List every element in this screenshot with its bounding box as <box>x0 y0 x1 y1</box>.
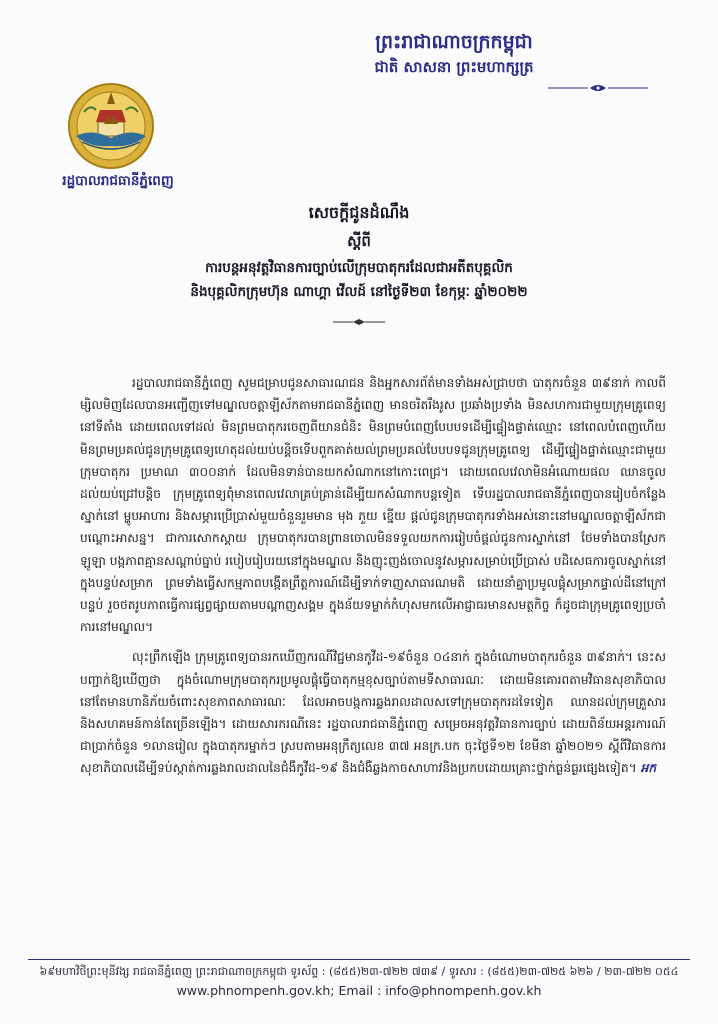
header-ornament-icon <box>528 83 668 93</box>
handwritten-initials: អក <box>640 761 657 776</box>
phnom-penh-seal-icon <box>62 82 160 170</box>
title-divider-icon <box>331 318 387 326</box>
kingdom-name: ព្រះរាជាណាចក្រកម្ពុជា <box>375 31 533 53</box>
notice-subject-line-1: ការបន្តអនុវត្តវិធានការច្បាប់លើក្រុមបាតុករដែលជាអតីតបុគ្គលិក <box>205 260 513 276</box>
body-paragraph-2 <box>80 646 666 779</box>
notice-subject-label: ស្តីពី <box>347 232 371 250</box>
notice-body <box>80 372 666 788</box>
notice-subject-line-2: និងបុគ្គលិកក្រុមហ៊ុន ណាហ្គា វើលដ៍ នៅថ្ងៃទី២៣ ខែកុម្ភៈ ឆ្នាំ២០២២ <box>190 284 528 300</box>
footer-divider <box>28 959 690 960</box>
notice-heading: សេចក្តីជូនដំណឹង <box>308 203 410 222</box>
body-paragraph-2-text: លុះព្រឹកឡើង ក្រុមគ្រូពេទ្យបានរកឃើញករណីវិជ្ជមានកូវីដ-១៩ចំនួន ០៤នាក់ ក្នុងចំណោមបាតុករចំនួន ៣៩នាក់។ នេះសបញ្ជាក់ឱ្យឃើញថា ក្នុងចំណោមក្រុមបាតុករប្រមូលផ្តុំធ្វើបាតុកម្មខុសច្បាប់តាមទីសាធារណៈ ដោយមិនគោរពតាមវិធានសុខាភិបាល នៅតែមានហានិភ័យចំពោះសុខភាពសាធារណៈ ដែលអាចបង្កការឆ្លងរាលដាលសទៅក្រុមបាតុករដទៃទៀត ឈានដល់ក្រុមគ្រួសារ និងសហគមន៍កាន់តែច្រើនឡើង។ ដោយសារករណីនេះ រដ្ឋបាលរាជធានីភ្នំពេញ សម្រេចអនុវត្តវិធានការច្បាប់ ដោយពិន័យអន្តរការណ៍ជាប្រាក់ចំនួន ១លានរៀល ក្នុងបាតុករម្នាក់ៗ ស្របតាមអនុក្រឹត្យលេខ ៣៧ អនក្រ.បក ចុះថ្ងៃទី១២ ខែមីនា ឆ្នាំ២០២១ ស្តីពីវិធានការសុខាភិបាលដើម្បីទប់ស្កាត់ការឆ្លងរាលដាលនៃជំងឺកូវីដ-១៩ និងជំងឺឆ្លងកាចសាហាវនិងប្រកបដោយគ្រោះថ្នាក់ធ្ងន់ធ្ងរផ្សេងទៀត។ <box>80 650 666 776</box>
national-motto: ជាតិ សាសនា ព្រះមហាក្សត្រ <box>374 58 534 76</box>
footer-website-email: www.phnompenh.gov.kh; Email : info@phnompenh.gov.kh <box>176 983 542 998</box>
footer-address: ៦៩មហាវិថីព្រះមុនីវង្ស រាជធានីភ្នំពេញ ព្រះរាជាណាចក្រកម្ពុជា ទូរស័ព្ទ : (៨៥៥)២៣-៧២២ ៧៣៩ / ទូរសារ : (៨៥៥)២៣-៧២៥ ៦២៦ / ២៣-៧២២ ០៥៤ <box>39 965 679 978</box>
administration-name: រដ្ឋបាលរាជធានីភ្នំពេញ <box>62 173 174 189</box>
body-paragraph-1: រដ្ឋបាលរាជធានីភ្នំពេញ សូមជម្រាបជូនសាធារណជន និងអ្នកសារព័ត៌មានទាំងអស់ជ្រាបថា បាតុករចំនួន ៣៩នាក់ កាលពីម្សិលមិញដែលបានអញ្ជើញទៅមណ្ឌលចត្តាឡីស័កតាមរាជធានីភ្នំពេញ មានចរិតរឹងរូស ប្រឆាំងប្រទាំង មិនសហការជាមួយក្រុមគ្រូពេទ្យនៅទីតាំង ដោយពេលទៅដល់ មិនព្រមបាតុករចេញពីយានជំនិះ មិនព្រមបំពេញបែបបទដើម្បីផ្ទៀងផ្ទាត់ឈ្មោះ នៅពេលបំពេញហើយមិនព្រមប្រគល់ជូនក្រុមគ្រូពេទ្យហេតុដល់យប់បន្តិចទើបពួកគាត់យល់ព្រមប្រគល់បែបបទជូនក្រុមគ្រូពេទ្យ ដើម្បីផ្ទៀងផ្ទាត់ឈ្មោះជាមួយក្រុមបាតុករ ប្រមាណ ៣០០នាក់ ដែលមិនទាន់បានយកសំណាកនៅកោះពេជ្រ។ ដោយពេលវេលាមិនអំណោយផល ឈានចូលដល់យប់ជ្រៅបន្តិច ក្រុមគ្រូពេទ្យពុំមានពេលវេលាគ្រប់គ្រាន់ដើម្បីយកសំណាកបន្តទៀត ទើបរដ្ឋបាលរាជធានីភ្នំពេញបានរៀបចំកន្លែងស្នាក់នៅ ម្ហូបអាហារ និងសម្ភារប្រើប្រាស់មួយចំនួនរួមមាន មុង ភួយ ខ្នើយ ផ្តល់ជូនក្រុមបាតុករទាំងអស់នោះនៅមណ្ឌលចត្តាឡីស័កជាបណ្តោះអាសន្ន។ ជាការសោកស្តាយ ក្រុមបាតុករបានព្រានចោលមិនទទួលយកការរៀបចំផ្តល់ជូនការស្នាក់នៅ ថែមទាំងបានស្រែកឡូឡា បង្កភាពគ្មានសណ្តាប់ធ្នាប់ របៀបរៀបរយនៅក្នុងមណ្ឌល និងញុះញង់ចោលនូវសម្ភារសម្រាប់ប្រើប្រាស់ បដិសេធការចូលស្នាក់នៅក្នុងបន្ទប់សម្រាក ព្រមទាំងធ្វើសកម្មភាពបង្កើតព្រឹត្តការណ៍ដើម្បីទាក់ទាញសាធារណមតិ ដោយនាំគ្នាប្រមូលផ្តុំសម្រាកផ្ទាល់ដីនៅក្រៅបន្ទប់ រួចថតរូបភាពធ្វើការផ្សព្វផ្សាយតាមបណ្តាញសង្គម ក្នុងន័យទម្លាក់កំហុសមកលើអាជ្ញាធរមានសមត្ថកិច្ច ក៏ដូចជាក្រុមគ្រូពេទ្យប្រចាំការនៅមណ្ឌល។ <box>80 376 666 635</box>
notice-title-block <box>60 200 658 326</box>
